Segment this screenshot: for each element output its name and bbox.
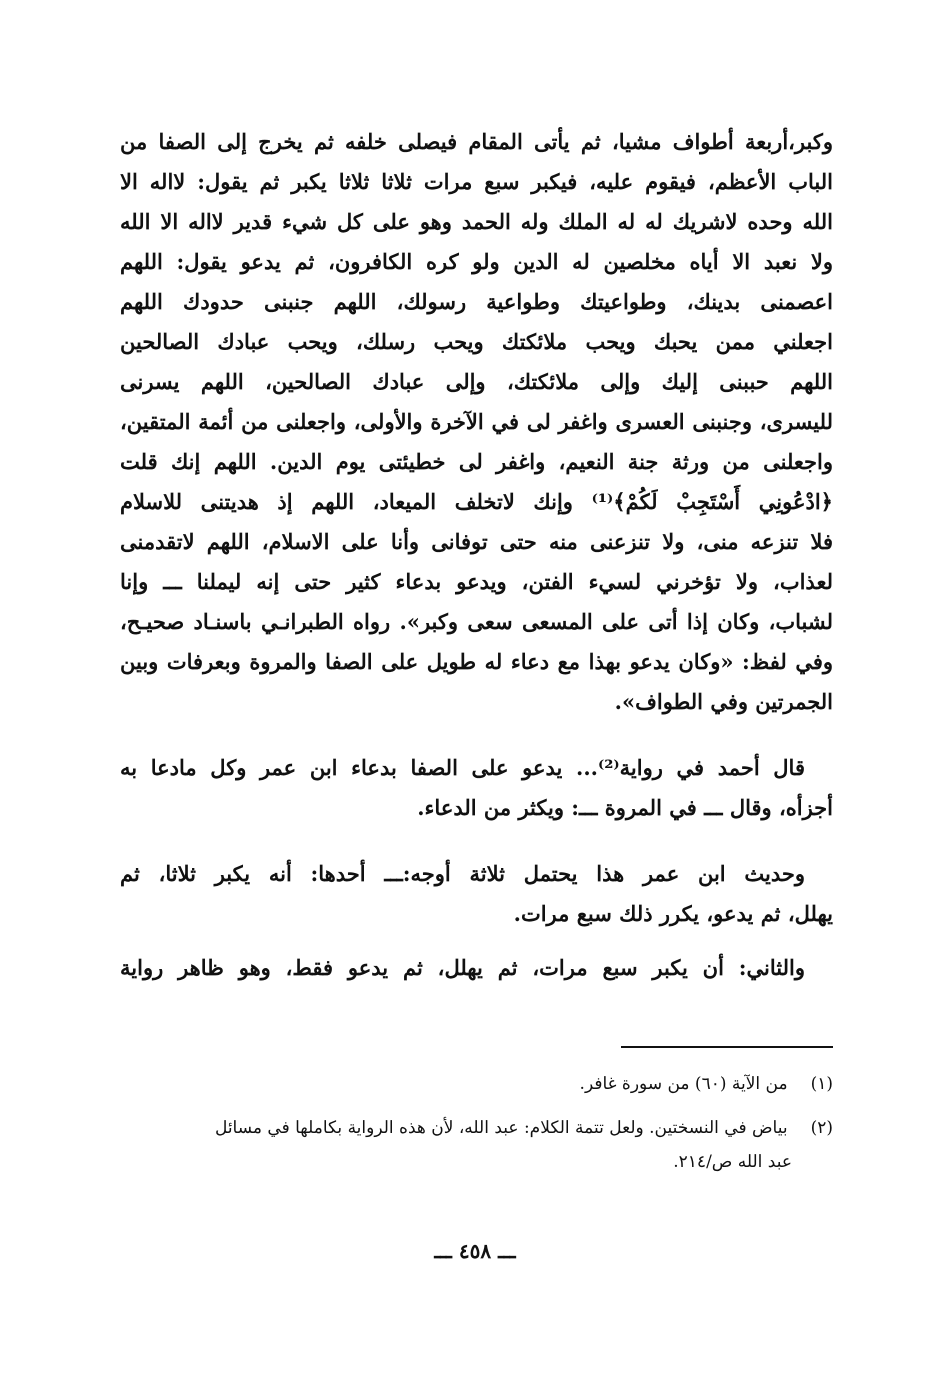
footnote-1 <box>120 1068 833 1100</box>
body-line: لعذاب، ولا تؤخرني لسيء الفتن، ويدعو بدعاء كثير حتى إنه ليملنا ـــ وإنا <box>120 569 833 594</box>
quran-verse-line: ﴿ادْعُونِي أَسْتَجِبْ لَكُمْ﴾⁽¹⁾ وإنك لاتخلف الميعاد، اللهم إذ هديتنى للاسلام <box>120 489 833 514</box>
footnote-text-continued: عبد الله ص/٢١٤. <box>673 1152 792 1172</box>
body-line: ولا نعبد الا أياه مخلصين له الدين ولو كره الكافرون، ثم يدعو يقول: اللهم <box>120 249 833 274</box>
body-line: الباب الأعظم، فيقوم عليه، فيكبر سبع مرات ثلاثا ثلاثا يكبر ثم يقول: لااله الا <box>120 169 833 194</box>
body-line: أجزأه، وقال ـــ في المروة ـــ: ويكثر من الدعاء. <box>417 795 833 820</box>
page-number: ـــ ٤٥٨ ـــ <box>434 1239 516 1263</box>
body-line: قال أحمد في رواية⁽²⁾... يدعو على الصفا بدعاء ابن عمر وكل مادعا به <box>120 755 805 780</box>
body-line: لشباب، وكان إذا أتى على المسعى سعى وكبر». رواه الطبرانـي باسنـاد صحيـح، <box>120 609 833 634</box>
body-line: لليسرى، وجنبنى العسرى واغفر لى في الآخرة والأولى، واجعلنى من أئمة المتقين، <box>120 409 833 434</box>
body-line: فلا تنزعه منى، ولا تنزعنى منه حتى توفانى وأنا على الاسلام، اللهم لاتقدمنى <box>120 529 833 554</box>
body-line: وكبر،أربعة أطواف مشيا، ثم يأتى المقام فيصلى خلفه ثم يخرج إلى الصفا من <box>120 129 833 154</box>
footnote-text: من الآية (٦٠) من سورة غافر. <box>579 1074 788 1094</box>
footnote-separator <box>621 1046 833 1048</box>
body-line: واجعلنى من ورثة جنة النعيم، واغفر لى خطيئتى يوم الدين. اللهم إنك قلت <box>120 449 833 474</box>
body-line: اجعلني ممن يحبك ويحب ملائكتك ويحب رسلك، ويحب عبادك الصالحين <box>120 329 833 354</box>
body-line: الله وحده لاشريك له له الملك وله الحمد وهو على كل شيء قدير لااله الا الله <box>120 209 833 234</box>
body-line: وحديث ابن عمر هذا يحتمل ثلاثة أوجه:ـــ أحدها: أنه يكبر ثلاثا، ثم <box>120 861 805 886</box>
body-line: اعصمنى بدينك، وطواعيتك وطواعية رسولك، اللهم جنبنى حدودك اللهم <box>120 289 833 314</box>
footnote-number: (١) <box>810 1074 833 1094</box>
footnote-number: (٢) <box>810 1118 833 1138</box>
footnote-text: بياض في النسختين. ولعل تتمة الكلام: عبد الله، لأن هذه الرواية بكاملها في مسائل <box>214 1118 788 1138</box>
body-line: يهلل، ثم يدعو، يكرر ذلك سبع مرات. <box>513 901 833 926</box>
body-line: الجمرتين وفي الطواف». <box>614 689 833 714</box>
body-line: والثاني: أن يكبر سبع مرات، ثم يهلل، ثم يدعو فقط، وهو ظاهر رواية <box>120 955 805 980</box>
body-line: اللهم حببنى إليك وإلى ملائكتك، وإلى عبادك الصالحين، اللهم يسرنى <box>120 369 833 394</box>
footnote-2 <box>120 1112 833 1144</box>
body-line: وفي لفظ: «وكان يدعو بهذا مع دعاء له طويل على الصفا والمروة وبعرفات وبين <box>120 649 833 674</box>
